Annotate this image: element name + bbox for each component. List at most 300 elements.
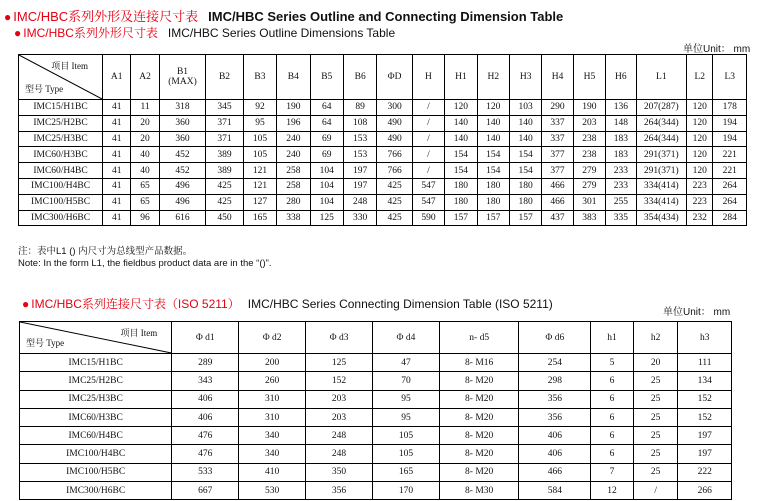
connecting-value-cell: 7 <box>591 463 634 481</box>
connecting-table-row <box>20 354 732 372</box>
bullet-icon: ● <box>4 10 12 24</box>
outline-column-header: H5 <box>573 55 605 100</box>
outline-value-cell: 65 <box>131 178 159 194</box>
connecting-value-cell: 289 <box>172 354 239 372</box>
outline-value-cell: 120 <box>687 163 713 179</box>
outline-value-cell: 95 <box>243 115 276 131</box>
outline-value-cell: 41 <box>103 163 131 179</box>
connecting-value-cell: 466 <box>519 463 591 481</box>
connecting-value-cell: 356 <box>519 390 591 408</box>
outline-value-cell: 389 <box>206 163 243 179</box>
outline-value-cell: 233 <box>606 178 636 194</box>
outline-value-cell: 180 <box>445 178 477 194</box>
connecting-model-cell: IMC60/H4BC <box>20 427 172 445</box>
outline-note-cn: 注：表中L1 () 内尺寸为总线型产品数据。 <box>18 246 193 257</box>
outline-value-cell: 383 <box>573 210 605 226</box>
outline-value-cell: 590 <box>412 210 444 226</box>
connecting-value-cell: 310 <box>239 390 306 408</box>
main-heading-cn: IMC/HBC系列外形及连接尺寸表 <box>13 9 199 24</box>
outline-value-cell: 766 <box>377 147 412 163</box>
outline-value-cell: 547 <box>412 194 444 210</box>
outline-value-cell: 240 <box>277 131 310 147</box>
connecting-unit-label: 单位Unit： mm <box>663 307 731 318</box>
outline-value-cell: 41 <box>103 100 131 116</box>
connecting-column-header: h2 <box>633 322 678 354</box>
outline-column-header: B3 <box>243 55 276 100</box>
outline-value-cell: 223 <box>687 194 713 210</box>
outline-value-cell: 41 <box>103 194 131 210</box>
outline-value-cell: 377 <box>542 163 573 179</box>
outline-value-cell: 452 <box>159 163 206 179</box>
outline-value-cell: / <box>412 131 444 147</box>
outline-value-cell: 180 <box>509 178 541 194</box>
outline-value-cell: 258 <box>277 178 310 194</box>
outline-value-cell: 180 <box>445 194 477 210</box>
outline-column-header: B5 <box>310 55 343 100</box>
outline-column-header: H3 <box>509 55 541 100</box>
outline-value-cell: 154 <box>445 163 477 179</box>
outline-value-cell: 96 <box>131 210 159 226</box>
outline-value-cell: 547 <box>412 178 444 194</box>
connecting-value-cell: 248 <box>306 427 373 445</box>
connecting-value-cell: 6 <box>591 427 634 445</box>
outline-value-cell: 490 <box>377 115 412 131</box>
outline-column-header: L3 <box>713 55 747 100</box>
outline-value-cell: 190 <box>573 100 605 116</box>
connecting-value-cell: 203 <box>306 390 373 408</box>
connecting-model-cell: IMC25/H2BC <box>20 372 172 390</box>
outline-value-cell: 334(414) <box>636 178 687 194</box>
connecting-value-cell: 95 <box>373 390 440 408</box>
outline-value-cell: 207(287) <box>636 100 687 116</box>
connecting-model-cell: IMC100/H5BC <box>20 463 172 481</box>
connecting-value-cell: 95 <box>373 408 440 426</box>
outline-value-cell: 335 <box>606 210 636 226</box>
connecting-value-cell: 20 <box>633 354 678 372</box>
outline-value-cell: 360 <box>159 131 206 147</box>
outline-value-cell: 105 <box>243 147 276 163</box>
outline-value-cell: 183 <box>606 131 636 147</box>
outline-value-cell: 154 <box>445 147 477 163</box>
connecting-value-cell: 47 <box>373 354 440 372</box>
outline-value-cell: 360 <box>159 115 206 131</box>
outline-value-cell: 140 <box>509 115 541 131</box>
outline-value-cell: / <box>412 163 444 179</box>
outline-value-cell: 41 <box>103 131 131 147</box>
outline-value-cell: 194 <box>713 115 747 131</box>
connecting-value-cell: 260 <box>239 372 306 390</box>
connecting-value-cell: 266 <box>678 482 732 500</box>
outline-value-cell: 120 <box>687 147 713 163</box>
outline-value-cell: 496 <box>159 194 206 210</box>
outline-column-header <box>159 55 206 100</box>
outline-value-cell: 190 <box>277 100 310 116</box>
outline-value-cell: 180 <box>477 178 509 194</box>
outline-unit-label: 单位Unit： mm <box>683 44 751 55</box>
outline-column-header: H2 <box>477 55 509 100</box>
connecting-value-cell: 105 <box>373 445 440 463</box>
outline-value-cell: 127 <box>243 194 276 210</box>
outline-value-cell: 194 <box>713 131 747 147</box>
connecting-value-cell: 350 <box>306 463 373 481</box>
outline-value-cell: / <box>412 147 444 163</box>
outline-model-cell: IMC25/H3BC <box>19 131 103 147</box>
outline-value-cell: 153 <box>343 147 376 163</box>
outline-value-cell: 20 <box>131 131 159 147</box>
outline-value-cell: 140 <box>509 131 541 147</box>
outline-value-cell: 154 <box>509 147 541 163</box>
outline-value-cell: 69 <box>310 131 343 147</box>
connecting-value-cell: 356 <box>306 482 373 500</box>
connecting-value-cell: 406 <box>172 390 239 408</box>
outline-value-cell: 354(434) <box>636 210 687 226</box>
outline-value-cell: 196 <box>277 115 310 131</box>
outline-value-cell: 264(344) <box>636 115 687 131</box>
connecting-value-cell: 340 <box>239 445 306 463</box>
outline-value-cell: 89 <box>343 100 376 116</box>
outline-value-cell: 258 <box>277 163 310 179</box>
outline-value-cell: 140 <box>445 131 477 147</box>
connecting-value-cell: 25 <box>633 408 678 426</box>
outline-value-cell: 377 <box>542 147 573 163</box>
connecting-value-cell: 248 <box>306 445 373 463</box>
outline-value-cell: 616 <box>159 210 206 226</box>
outline-value-cell: 203 <box>573 115 605 131</box>
outline-value-cell: 154 <box>477 163 509 179</box>
outline-value-cell: 40 <box>131 163 159 179</box>
outline-value-cell: 41 <box>103 210 131 226</box>
connecting-value-cell: 8- M20 <box>439 390 519 408</box>
outline-value-cell: 121 <box>243 178 276 194</box>
connecting-value-cell: 25 <box>633 390 678 408</box>
outline-value-cell: 232 <box>687 210 713 226</box>
outline-header-row <box>19 55 747 100</box>
outline-value-cell: 290 <box>542 100 573 116</box>
connecting-corner-type: 型号 Type <box>26 338 65 348</box>
outline-value-cell: 291(371) <box>636 163 687 179</box>
connecting-value-cell: 476 <box>172 445 239 463</box>
connecting-value-cell: 406 <box>172 408 239 426</box>
connecting-value-cell: 25 <box>633 463 678 481</box>
outline-value-cell: 389 <box>206 147 243 163</box>
outline-value-cell: 279 <box>573 178 605 194</box>
connecting-value-cell: 343 <box>172 372 239 390</box>
connecting-table-row <box>20 408 732 426</box>
outline-value-cell: 466 <box>542 178 573 194</box>
connecting-value-cell: 5 <box>591 354 634 372</box>
outline-value-cell: 248 <box>343 194 376 210</box>
connecting-value-cell: 8- M20 <box>439 408 519 426</box>
outline-value-cell: 64 <box>310 100 343 116</box>
outline-value-cell: 264 <box>713 194 747 210</box>
outline-value-cell: 157 <box>477 210 509 226</box>
outline-model-cell: IMC100/H5BC <box>19 194 103 210</box>
connecting-value-cell: 25 <box>633 372 678 390</box>
outline-value-cell: 425 <box>206 194 243 210</box>
outline-value-cell: 165 <box>243 210 276 226</box>
outline-value-cell: 120 <box>477 100 509 116</box>
connecting-heading-en: IMC/HBC Series Connecting Dimension Table (ISO 5211) <box>247 297 553 311</box>
connecting-value-cell: 6 <box>591 390 634 408</box>
outline-value-cell: 11 <box>131 100 159 116</box>
outline-value-cell: 425 <box>206 178 243 194</box>
connecting-corner-cell <box>20 322 172 354</box>
outline-value-cell: 121 <box>243 163 276 179</box>
connecting-value-cell: 533 <box>172 463 239 481</box>
outline-value-cell: 221 <box>713 147 747 163</box>
outline-model-cell: IMC60/H4BC <box>19 163 103 179</box>
connecting-value-cell: / <box>633 482 678 500</box>
outline-table-row <box>19 100 747 116</box>
outline-table-row <box>19 115 747 131</box>
outline-model-cell: IMC15/H1BC <box>19 100 103 116</box>
outline-column-header: H6 <box>606 55 636 100</box>
connecting-value-cell: 667 <box>172 482 239 500</box>
outline-column-header: L1 <box>636 55 687 100</box>
outline-value-cell: 437 <box>542 210 573 226</box>
outline-value-cell: 291(371) <box>636 147 687 163</box>
outline-value-cell: 466 <box>542 194 573 210</box>
connecting-value-cell: 152 <box>306 372 373 390</box>
outline-value-cell: 180 <box>477 194 509 210</box>
outline-value-cell: 154 <box>509 163 541 179</box>
outline-value-cell: 338 <box>277 210 310 226</box>
outline-value-cell: 20 <box>131 115 159 131</box>
outline-value-cell: 345 <box>206 100 243 116</box>
outline-value-cell: 140 <box>477 115 509 131</box>
outline-value-cell: 154 <box>477 147 509 163</box>
connecting-column-header: Φ d4 <box>373 322 440 354</box>
connecting-value-cell: 152 <box>678 390 732 408</box>
outline-column-header: B2 <box>206 55 243 100</box>
outline-value-cell: 240 <box>277 147 310 163</box>
outline-value-cell: 264(344) <box>636 131 687 147</box>
connecting-value-cell: 125 <box>306 354 373 372</box>
outline-value-cell: 425 <box>377 178 412 194</box>
outline-model-cell: IMC25/H2BC <box>19 115 103 131</box>
connecting-heading-cn: IMC/HBC系列连接尺寸表（ISO 5211） <box>31 297 240 311</box>
connecting-value-cell: 298 <box>519 372 591 390</box>
outline-table-row <box>19 178 747 194</box>
connecting-value-cell: 134 <box>678 372 732 390</box>
connecting-value-cell: 8- M16 <box>439 354 519 372</box>
outline-value-cell: 183 <box>606 147 636 163</box>
connecting-value-cell: 8- M20 <box>439 427 519 445</box>
outline-value-cell: 69 <box>310 147 343 163</box>
bullet-icon: ● <box>14 26 22 40</box>
connecting-value-cell: 170 <box>373 482 440 500</box>
outline-value-cell: 104 <box>310 194 343 210</box>
connecting-value-cell: 70 <box>373 372 440 390</box>
connecting-value-cell: 406 <box>519 445 591 463</box>
connecting-table-row <box>20 427 732 445</box>
connecting-value-cell: 12 <box>591 482 634 500</box>
connecting-table-row <box>20 390 732 408</box>
connecting-table-row <box>20 463 732 481</box>
connecting-value-cell: 8- M30 <box>439 482 519 500</box>
outline-column-header-sub: (MAX) <box>168 77 197 87</box>
outline-value-cell: 180 <box>509 194 541 210</box>
connecting-value-cell: 254 <box>519 354 591 372</box>
outline-value-cell: 496 <box>159 178 206 194</box>
outline-value-cell: 140 <box>445 115 477 131</box>
outline-value-cell: 330 <box>343 210 376 226</box>
outline-value-cell: 221 <box>713 163 747 179</box>
outline-table-row <box>19 131 747 147</box>
outline-column-header: H <box>412 55 444 100</box>
connecting-value-cell: 310 <box>239 408 306 426</box>
outline-value-cell: 279 <box>573 163 605 179</box>
main-heading <box>4 6 563 25</box>
outline-corner-cell <box>19 55 103 100</box>
outline-model-cell: IMC100/H4BC <box>19 178 103 194</box>
connecting-value-cell: 6 <box>591 372 634 390</box>
connecting-value-cell: 6 <box>591 408 634 426</box>
connecting-value-cell: 152 <box>678 408 732 426</box>
outline-value-cell: 104 <box>310 178 343 194</box>
connecting-value-cell: 25 <box>633 427 678 445</box>
outline-value-cell: 64 <box>310 115 343 131</box>
outline-value-cell: 136 <box>606 100 636 116</box>
outline-value-cell: 766 <box>377 163 412 179</box>
connecting-value-cell: 410 <box>239 463 306 481</box>
outline-value-cell: 157 <box>445 210 477 226</box>
outline-value-cell: 125 <box>310 210 343 226</box>
bullet-icon: ● <box>22 297 30 311</box>
outline-value-cell: 41 <box>103 178 131 194</box>
outline-value-cell: 120 <box>445 100 477 116</box>
outline-value-cell: 103 <box>509 100 541 116</box>
outline-value-cell: 40 <box>131 147 159 163</box>
outline-value-cell: 264 <box>713 178 747 194</box>
connecting-value-cell: 105 <box>373 427 440 445</box>
connecting-value-cell: 406 <box>519 427 591 445</box>
outline-value-cell: 334(414) <box>636 194 687 210</box>
connecting-table-row <box>20 372 732 390</box>
outline-value-cell: 108 <box>343 115 376 131</box>
outline-value-cell: / <box>412 115 444 131</box>
outline-value-cell: 425 <box>377 210 412 226</box>
outline-value-cell: 197 <box>343 178 376 194</box>
outline-value-cell: 490 <box>377 131 412 147</box>
connecting-value-cell: 584 <box>519 482 591 500</box>
outline-value-cell: 371 <box>206 115 243 131</box>
outline-corner-item: 项目 Item <box>51 61 89 71</box>
outline-column-header: B6 <box>343 55 376 100</box>
connecting-model-cell: IMC25/H3BC <box>20 390 172 408</box>
outline-value-cell: 452 <box>159 147 206 163</box>
outline-table-row <box>19 194 747 210</box>
outline-heading-en: IMC/HBC Series Outline Dimensions Table <box>167 26 396 40</box>
connecting-value-cell: 197 <box>678 427 732 445</box>
outline-value-cell: 301 <box>573 194 605 210</box>
outline-value-cell: / <box>412 100 444 116</box>
outline-value-cell: 120 <box>687 115 713 131</box>
connecting-column-header: n- d5 <box>439 322 519 354</box>
outline-value-cell: 300 <box>377 100 412 116</box>
outline-model-cell: IMC300/H6BC <box>19 210 103 226</box>
connecting-column-header: Φ d3 <box>306 322 373 354</box>
outline-value-cell: 371 <box>206 131 243 147</box>
outline-heading <box>14 24 395 41</box>
connecting-column-header: h3 <box>678 322 732 354</box>
outline-value-cell: 223 <box>687 178 713 194</box>
connecting-model-cell: IMC60/H3BC <box>20 408 172 426</box>
connecting-value-cell: 165 <box>373 463 440 481</box>
outline-value-cell: 120 <box>687 131 713 147</box>
connecting-heading <box>22 295 553 312</box>
connecting-dimension-table <box>19 321 732 500</box>
connecting-column-header: Φ d2 <box>239 322 306 354</box>
outline-model-cell: IMC60/H3BC <box>19 147 103 163</box>
outline-value-cell: 65 <box>131 194 159 210</box>
outline-value-cell: 238 <box>573 131 605 147</box>
outline-column-header: A2 <box>131 55 159 100</box>
outline-value-cell: 255 <box>606 194 636 210</box>
outline-column-header: ΦD <box>377 55 412 100</box>
outline-heading-cn: IMC/HBC系列外形尺寸表 <box>23 26 158 40</box>
outline-value-cell: 280 <box>277 194 310 210</box>
connecting-corner-item: 项目 Item <box>120 328 158 338</box>
outline-column-header: A1 <box>103 55 131 100</box>
connecting-value-cell: 197 <box>678 445 732 463</box>
outline-value-cell: 284 <box>713 210 747 226</box>
outline-value-cell: 197 <box>343 163 376 179</box>
connecting-header-row <box>20 322 732 354</box>
outline-value-cell: 233 <box>606 163 636 179</box>
outline-value-cell: 153 <box>343 131 376 147</box>
outline-table-row <box>19 210 747 226</box>
connecting-value-cell: 8- M20 <box>439 372 519 390</box>
outline-value-cell: 148 <box>606 115 636 131</box>
connecting-value-cell: 222 <box>678 463 732 481</box>
connecting-table-row <box>20 445 732 463</box>
connecting-value-cell: 111 <box>678 354 732 372</box>
outline-value-cell: 105 <box>243 131 276 147</box>
connecting-value-cell: 203 <box>306 408 373 426</box>
outline-value-cell: 337 <box>542 115 573 131</box>
outline-table-row <box>19 147 747 163</box>
connecting-value-cell: 356 <box>519 408 591 426</box>
main-heading-en: IMC/HBC Series Outline and Connecting Dimension Table <box>208 9 564 24</box>
outline-value-cell: 337 <box>542 131 573 147</box>
connecting-model-cell: IMC100/H4BC <box>20 445 172 463</box>
outline-value-cell: 41 <box>103 147 131 163</box>
outline-column-header: H4 <box>542 55 573 100</box>
outline-column-header: L2 <box>687 55 713 100</box>
connecting-table-row <box>20 482 732 500</box>
outline-value-cell: 140 <box>477 131 509 147</box>
outline-column-header: B4 <box>277 55 310 100</box>
outline-value-cell: 41 <box>103 115 131 131</box>
connecting-model-cell: IMC300/H6BC <box>20 482 172 500</box>
connecting-column-header: Φ d1 <box>172 322 239 354</box>
outline-value-cell: 450 <box>206 210 243 226</box>
outline-value-cell: 104 <box>310 163 343 179</box>
connecting-value-cell: 476 <box>172 427 239 445</box>
connecting-value-cell: 8- M20 <box>439 445 519 463</box>
outline-corner-type: 型号 Type <box>25 84 64 94</box>
outline-value-cell: 238 <box>573 147 605 163</box>
connecting-value-cell: 340 <box>239 427 306 445</box>
connecting-column-header: h1 <box>591 322 634 354</box>
outline-note-en: Note: In the form L1, the fieldbus product data are in the “()”. <box>18 258 272 269</box>
outline-value-cell: 120 <box>687 100 713 116</box>
connecting-value-cell: 8- M20 <box>439 463 519 481</box>
outline-value-cell: 92 <box>243 100 276 116</box>
outline-column-header-label: B1 <box>176 67 189 77</box>
connecting-value-cell: 200 <box>239 354 306 372</box>
